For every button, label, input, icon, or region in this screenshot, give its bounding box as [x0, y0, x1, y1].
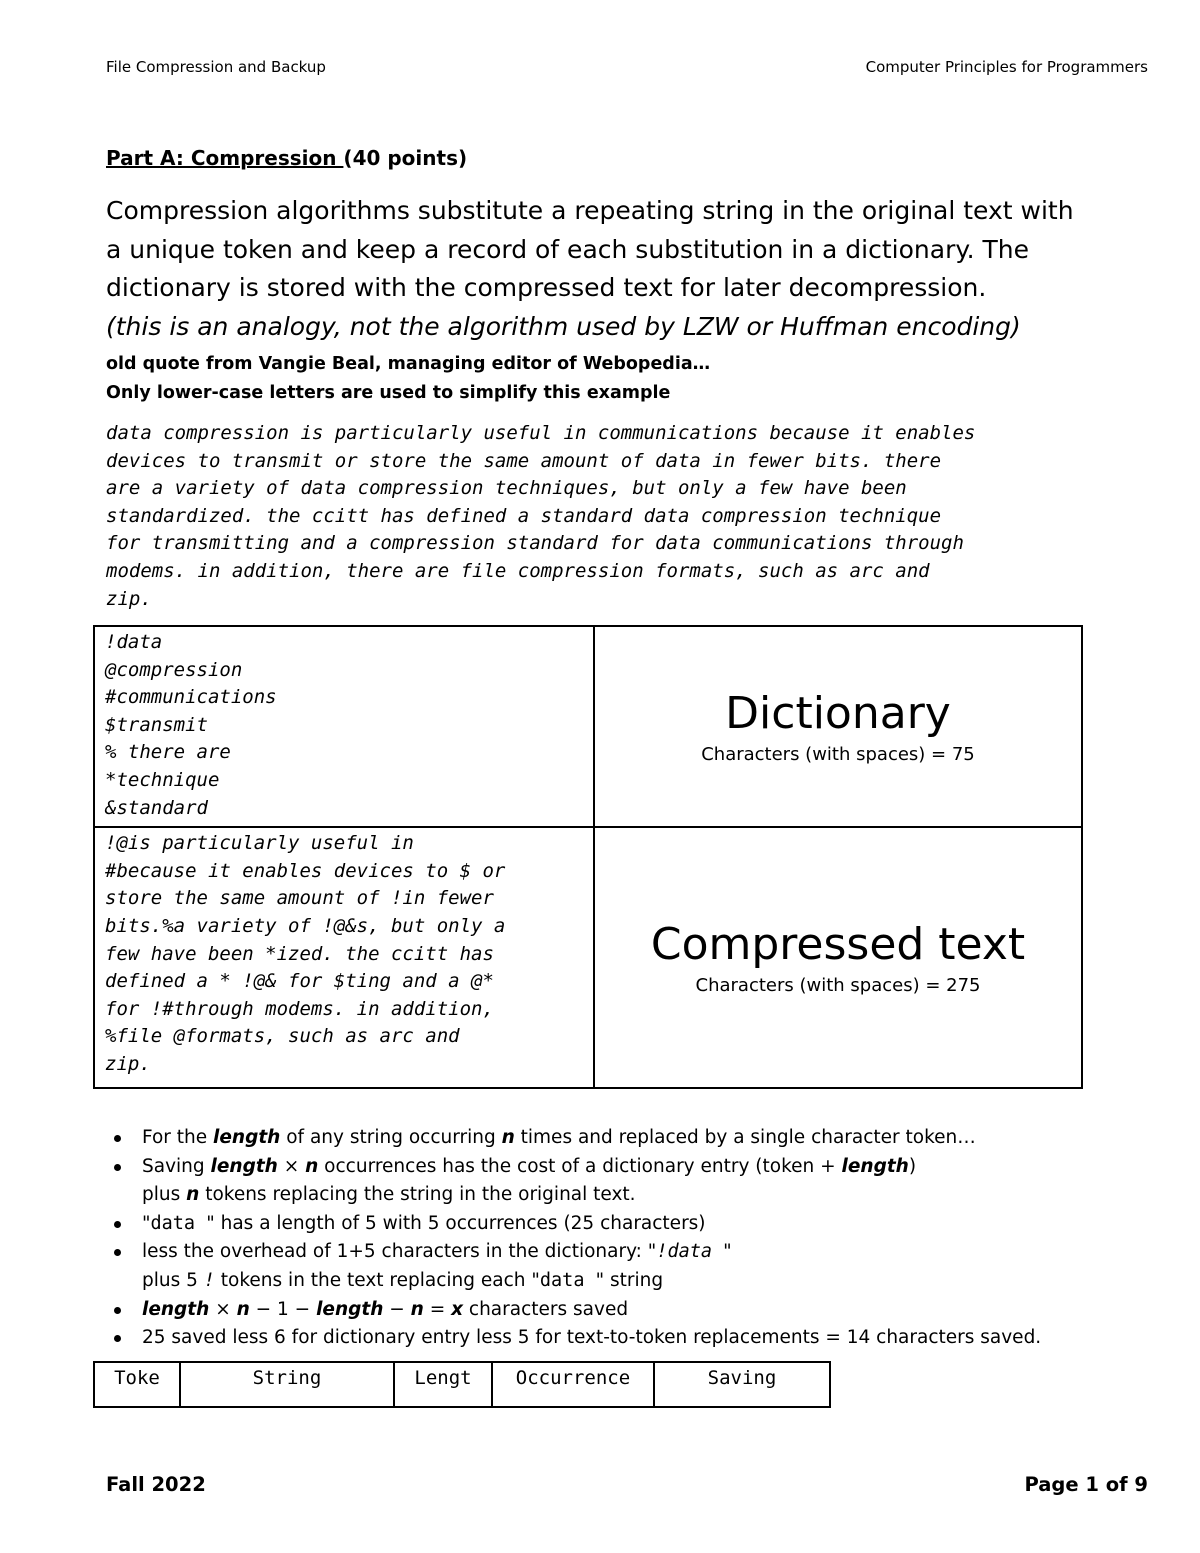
bullet-continuation: plus n tokens replacing the string in the original text. — [142, 1184, 636, 1206]
compressed-title: Compressed text — [650, 918, 1026, 970]
compressed-row — [94, 827, 1082, 1088]
intro-paragraph — [106, 192, 1106, 346]
compressed-count: Characters (with spaces) = 275 — [695, 974, 981, 996]
dictionary-label-cell — [594, 626, 1082, 827]
dictionary-count: Characters (with spaces) = 75 — [701, 743, 975, 765]
bullet-dot-icon — [114, 1164, 121, 1171]
bullet-dot-icon — [114, 1135, 121, 1142]
part-heading — [106, 146, 467, 170]
dictionary-row — [94, 626, 1082, 827]
col-string-header: String — [180, 1362, 394, 1407]
part-points: (40 points) — [343, 146, 468, 170]
footer-left: Fall 2022 — [106, 1473, 206, 1496]
savings-table — [93, 1361, 831, 1408]
col-occurrence-header: Occurrence — [492, 1362, 654, 1407]
bullet-dot-icon — [114, 1221, 121, 1228]
intro-line-1: Compression algorithms substitute a repeating string in the original text with — [106, 196, 1074, 225]
bullet-continuation: plus 5 ! tokens in the text replacing each "data " string — [142, 1269, 664, 1291]
col-saving-header: Saving — [654, 1362, 830, 1407]
bullet-item: length × n − 1 − length − n = x characters saved — [106, 1296, 1166, 1325]
col-length-header: Lengt — [394, 1362, 492, 1407]
bullet-item: 25 saved less 6 for dictionary entry less 5 for text-to-token replacements = 14 characters saved. — [106, 1324, 1166, 1353]
dictionary-title: Dictionary — [725, 687, 951, 739]
bullet-dot-icon — [114, 1307, 121, 1314]
table-header-row — [94, 1362, 830, 1407]
bullet-item: less the overhead of 1+5 characters in the dictionary: "!data " — [106, 1238, 1166, 1267]
footer-right: Page 1 of 9 — [1024, 1473, 1148, 1496]
compression-table — [93, 625, 1083, 1089]
quote-source: old quote from Vangie Beal, managing editor of Webopedia… — [106, 354, 711, 374]
col-token-header: Toke — [94, 1362, 180, 1407]
original-text: data compression is particularly useful in communications because it enables devices to transmit or store the same amount of data in fewer bits. there are a variety of data compression techniques, but only a few have been standardized. the ccitt has defined a standard data compression technique for transmitting and a compression standard for data communications through modems. in addition, there are file compression formats, such as arc and zip. — [106, 422, 976, 610]
quote-note: Only lower-case letters are used to simplify this example — [106, 383, 671, 403]
bullet-dot-icon — [114, 1335, 121, 1342]
intro-line-3: dictionary is stored with the compressed text for later decompression. — [106, 273, 987, 302]
compressed-text: !@is particularly useful in #because it enables devices to $ or store the same amount of !in fewer bits.%a variety of !@&s, but only a few have been *ized. the ccitt has defined a * !@& for $ting and a @* for !#through modems. in addition, %file @formats, such as arc and zip. — [94, 827, 594, 1088]
part-title: Part A: Compression — [106, 146, 344, 170]
bullet-item: For the length of any string occurring n times and replaced by a single character token… — [106, 1124, 1166, 1153]
header-right: Computer Principles for Programmers — [865, 58, 1148, 76]
bullet-item: "data " has a length of 5 with 5 occurrences (25 characters) — [106, 1210, 1166, 1239]
intro-line-4: (this is an analogy, not the algorithm used by LZW or Huffman encoding) — [106, 311, 1021, 341]
bullet-list — [106, 1124, 1166, 1353]
bullet-item: Saving length × n occurrences has the cost of a dictionary entry (token + length) — [106, 1153, 1166, 1182]
dictionary-entries: !data @compression #communications $transmit % there are *technique &standard — [94, 626, 594, 827]
compressed-label-cell — [594, 827, 1082, 1088]
intro-line-2: a unique token and keep a record of each substitution in a dictionary. The — [106, 234, 1029, 264]
bullet-dot-icon — [114, 1249, 121, 1256]
header-left: File Compression and Backup — [106, 58, 326, 76]
